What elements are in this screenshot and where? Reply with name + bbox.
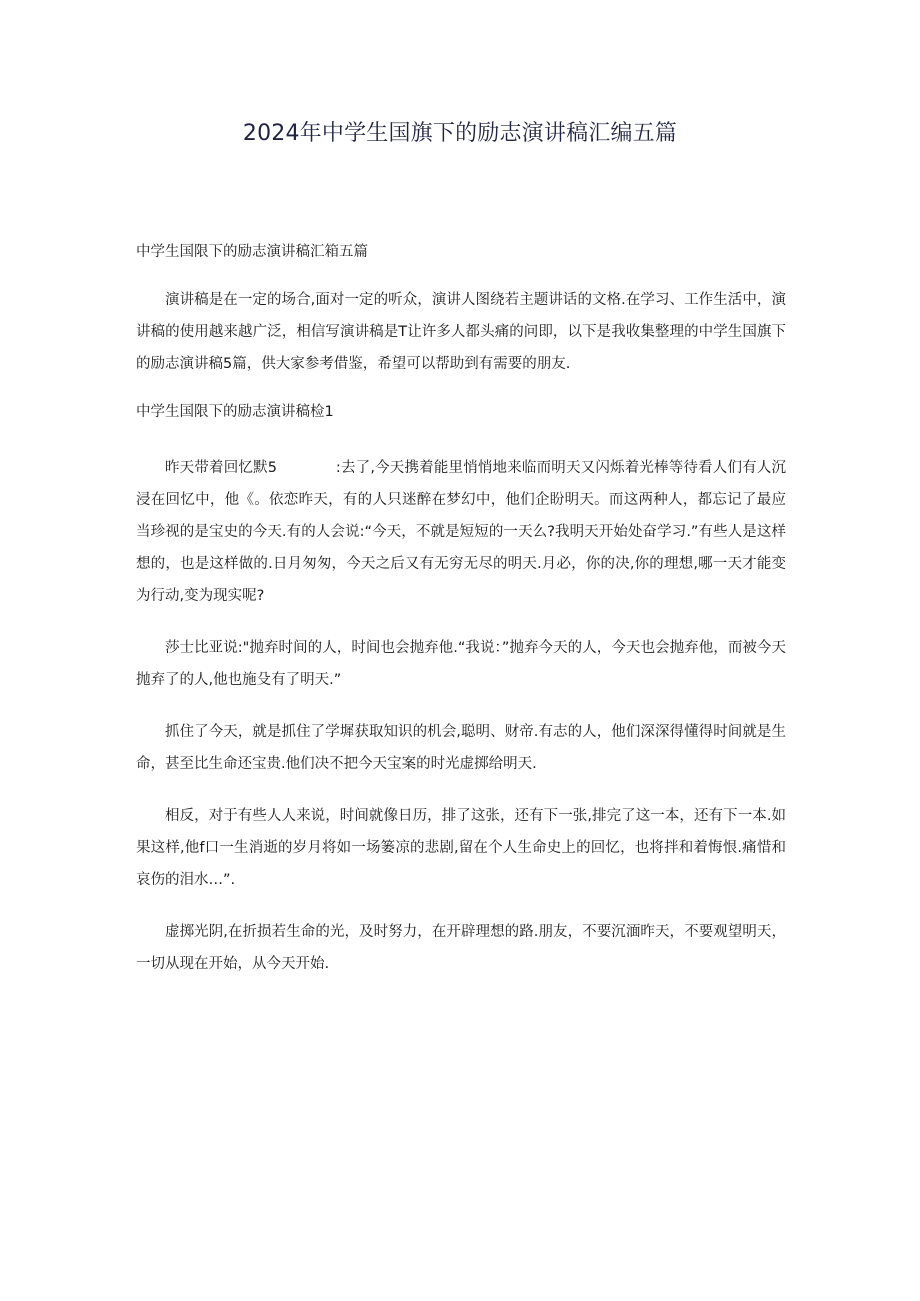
body-paragraph: 虚掷光阴,在折损若生命的光，及时努力，在开辟理想的路.朋友，不要沉湎昨天，不要观望明天，一切从现在开始，从今天开始. (136, 924, 786, 972)
body-paragraph: 相反，对于有些人人来说，时间就像日历，排了这张，还有下一张,排完了这一本，还有下一本.如果这样,他f口一生消逝的岁月将如一场篓凉的悲剧,留在个人生命史上的回忆，也将拌和着悔恨.痛惜和哀伤的泪水…”. (136, 808, 786, 888)
body-paragraph: 抓住了今天，就是抓住了学墀获取知识的机会,聪明、财帝.有志的人，他们深深得懂得时间就是生命，甚至比生命还宝贵.他们决不把今天宝案的时光虚掷给明天. (136, 724, 786, 772)
intro-paragraph: 演讲稿是在一定的场合,面对一定的听众，演讲人图绕若主题讲话的文格.在学习、工作生活中，演讲稿的使用越来越广泛，相信写演讲稿是T让许多人都头痛的问即，以下是我收集整理的中学生国旗下的励志演讲稿5篇，供大家参考借鉴，希望可以帮助到有需要的朋友. (136, 292, 786, 372)
speech-heading: 中学生国限下的励志演讲稿检1 (136, 404, 334, 420)
document-title: 2024年中学生国旗下的励志演讲稿汇编五篇 (242, 121, 678, 146)
document-body (136, 236, 786, 980)
body-paragraph: 莎士比亚说:"抛弃时间的人，时间也会抛弃他.“我说：”抛弃今天的人，今天也会抛弃他，而被今天抛弃了的人,他也施殳有了明天.” (136, 640, 786, 688)
section-heading: 中学生国限下的励志演讲稿汇箱五篇 (136, 244, 368, 260)
body-paragraph: 昨天带着回忆默5 :去了,今天携着能里悄悄地来临而明天又闪烁着光棒等待看人们有人沉浸在回忆中，他《。依恋昨天，有的人只迷醉在梦幻中，他们企盼明天。而这两种人，都忘记了最应当珍视的是宝史的今天.有的人会说:“今天，不就是短短的一天么?我明天开始处奋学习.”有些人是这样想的，也是这样做的.日月匆匆，今天之后又有无穷无尽的明天.月必，你的决,你的理想,哪一天才能变为行动,变为现实呢? (136, 460, 786, 604)
